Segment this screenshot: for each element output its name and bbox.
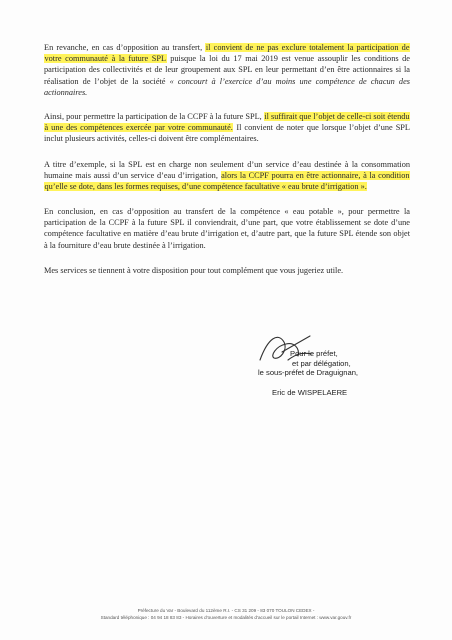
highlighted-text: alors la CCPF pourra en être actionnaire, à la condition qu’elle se dote, dans les formes requises, d’une compétence facultative « eau brute d’irrigation ».	[44, 171, 410, 192]
paragraph-text: En conclusion, en cas d’opposition au transfert de la compétence « eau potable », pour permettre la participation de la CCPF à la future SPL il conviendrait, d’une part, que votre établissement se dote d’une compétence facultative en matière d’eau brute d’irrigation et, d’autre part, que la future SPL étende son objet à la fourniture d’eau brute destinée à l’irrigation.	[44, 207, 410, 250]
highlighted-text: il convient de ne pas exclure totalement la participation de votre communauté à la future SPL	[44, 43, 410, 64]
paragraph-closing	[44, 265, 410, 276]
highlighted-text: il suffirait que l’objet de celle-ci soit étendu à une des compétences exercée par votre communauté.	[44, 112, 410, 133]
footer-contact: Standard téléphonique : 04 94 18 83 83 - Horaires d’ouverture et modalités d’accueil sur le portail Internet : www.var.gouv.fr	[100, 615, 352, 620]
italic-quote: « concourt à l’exercice d’au moins une compétence de chacun des actionnaires.	[44, 76, 410, 97]
paragraph-text: Mes services se tiennent à votre disposition pour tout complément que vous jugeriez utile.	[44, 266, 344, 275]
signature-line: Pour le préfet,	[290, 349, 338, 358]
paragraph-participation	[44, 111, 410, 145]
paragraph-conclusion	[44, 206, 410, 251]
paragraph-text: puisque la loi du 17 mai 2019 est venue assouplir les conditions de participation des collectivités et de leur groupement aux SPL en leur permettant d’en être actionnaires si la réalisation de l’objet de la société	[44, 54, 410, 86]
paragraph-text: A titre d’exemple, si la SPL est en charge non seulement d’un service d’eau destinée à la consommation humaine mais aussi d’un service d’eau d’irrigation,	[44, 160, 410, 181]
signature-line: le sous-préfet de Draguignan,	[258, 368, 359, 377]
signature-block	[232, 330, 412, 420]
signature-line: et par délégation,	[292, 359, 351, 368]
paragraph-example	[44, 159, 410, 193]
paragraph-text: En revanche, en cas d’opposition au transfert,	[44, 43, 206, 52]
paragraph-text: Ainsi, pour permettre la participation de la CCPF à la future SPL,	[44, 112, 264, 121]
paragraph-text: Il convient de noter que lorsque l’objet d’une SPL inclut plusieurs activités, celles-ci doivent être complémentaires.	[44, 123, 410, 144]
paragraph-opposition	[44, 42, 410, 98]
signatory-name: Eric de WISPELAERE	[272, 388, 348, 397]
footer-address: Préfecture du Var - Boulevard du 112ème R.I. - CS 31 209 - 83 070 TOULON CEDEX -	[137, 608, 315, 613]
